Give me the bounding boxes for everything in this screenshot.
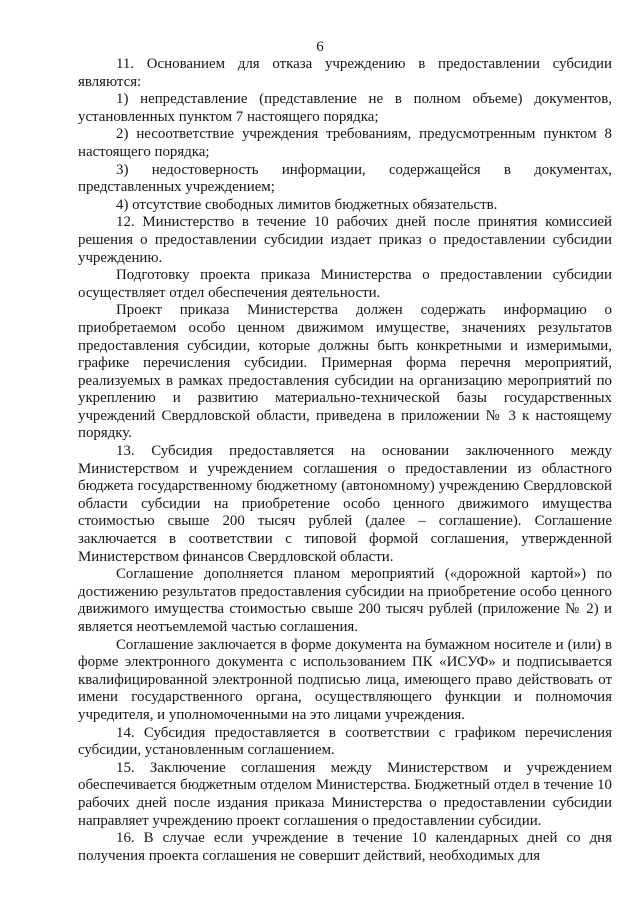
paragraph-13: 13. Субсидия предоставляется на основании заключенного между Министерством и учреждением соглашения о предоставлении из областного бюджета государственному бюджетному (автономному) учреждению Свердловской области субсидии на приобретение особо ценного движимого имущества стоимостью свыше 200 тысяч рублей (далее – соглашение). Соглашение заключается в соответствии с типовой формой соглашения, утвержденной Министерством финансов Свердловской области.: [78, 443, 612, 565]
paragraph-11-item-2: 2) несоответствие учреждения требованиям, предусмотренным пунктом 8 настоящего порядка;: [78, 126, 612, 160]
paragraph-15: 15. Заключение соглашения между Министерством и учреждением обеспечивается бюджетным отделом Министерства. Бюджетный отдел в течение 10 рабочих дней после издания приказа Министерства о предоставлении субсидии направляет учреждению проект соглашения о предоставлении субсидии.: [78, 759, 612, 829]
paragraph-14: 14. Субсидия предоставляется в соответствии с графиком перечисления субсидии, установленным соглашением.: [78, 724, 612, 759]
paragraph-13-signing: Соглашение заключается в форме документа на бумажном носителе и (или) в форме электронного документа с использованием ПК «ИСУФ» и подписывается квалифицированной электронной подписью лица, имеющего право действовать от имени государственного органа, осуществляющего функции и полномочия учредителя, и уполномоченными на это лицами учреждения.: [78, 636, 612, 723]
paragraph-11-item-1: 1) непредставление (представление не в полном объеме) документов, установленных пунктом 7 настоящего порядка;: [78, 91, 612, 125]
paragraph-11-item-3: 3) недостоверность информации, содержащейся в документах, представленных учреждением;: [78, 161, 612, 196]
paragraph-11-item-4: 4) отсутствие свободных лимитов бюджетных обязательств.: [116, 196, 498, 213]
paragraph-13-roadmap: Соглашение дополняется планом мероприятий («дорожной картой») по достижению результатов предоставления субсидии на приобретение особо ценного движимого имущества стоимостью свыше 200 тысяч рублей (приложение № 2) и является неотъемлемой частью соглашения.: [78, 566, 612, 635]
paragraph-11: 11. Основанием для отказа учреждению в предоставлении субсидии являются:: [78, 56, 612, 90]
paragraph-12-preparation: Подготовку проекта приказа Министерства о предоставлении субсидии осуществляет отдел обеспечения деятельности.: [78, 267, 612, 301]
paragraph-12-draft-order: Проект приказа Министерства должен содержать информацию о приобретаемом особо ценном движимом имуществе, значениях результатов предоставления субсидии, которые должны быть конкретными и измеримыми, графике перечисления субсидии. Примерная форма перечня мероприятий, реализуемых в рамках предоставления субсидии на организацию мероприятий по укреплению и развитию материально-технической базы государственных учреждений Свердловской области, приведена в приложении № 3 к настоящему порядку.: [78, 302, 612, 442]
paragraph-16: 16. В случае если учреждение в течение 10 календарных дней со дня получения проекта соглашения не совершит действий, необходимых для: [78, 830, 612, 864]
document-body: [78, 56, 612, 865]
paragraph-12: 12. Министерство в течение 10 рабочих дней после принятия комиссией решения о предоставлении субсидии издает приказ о предоставлении субсидии учреждению.: [78, 214, 612, 266]
page-number: 6: [316, 39, 324, 55]
